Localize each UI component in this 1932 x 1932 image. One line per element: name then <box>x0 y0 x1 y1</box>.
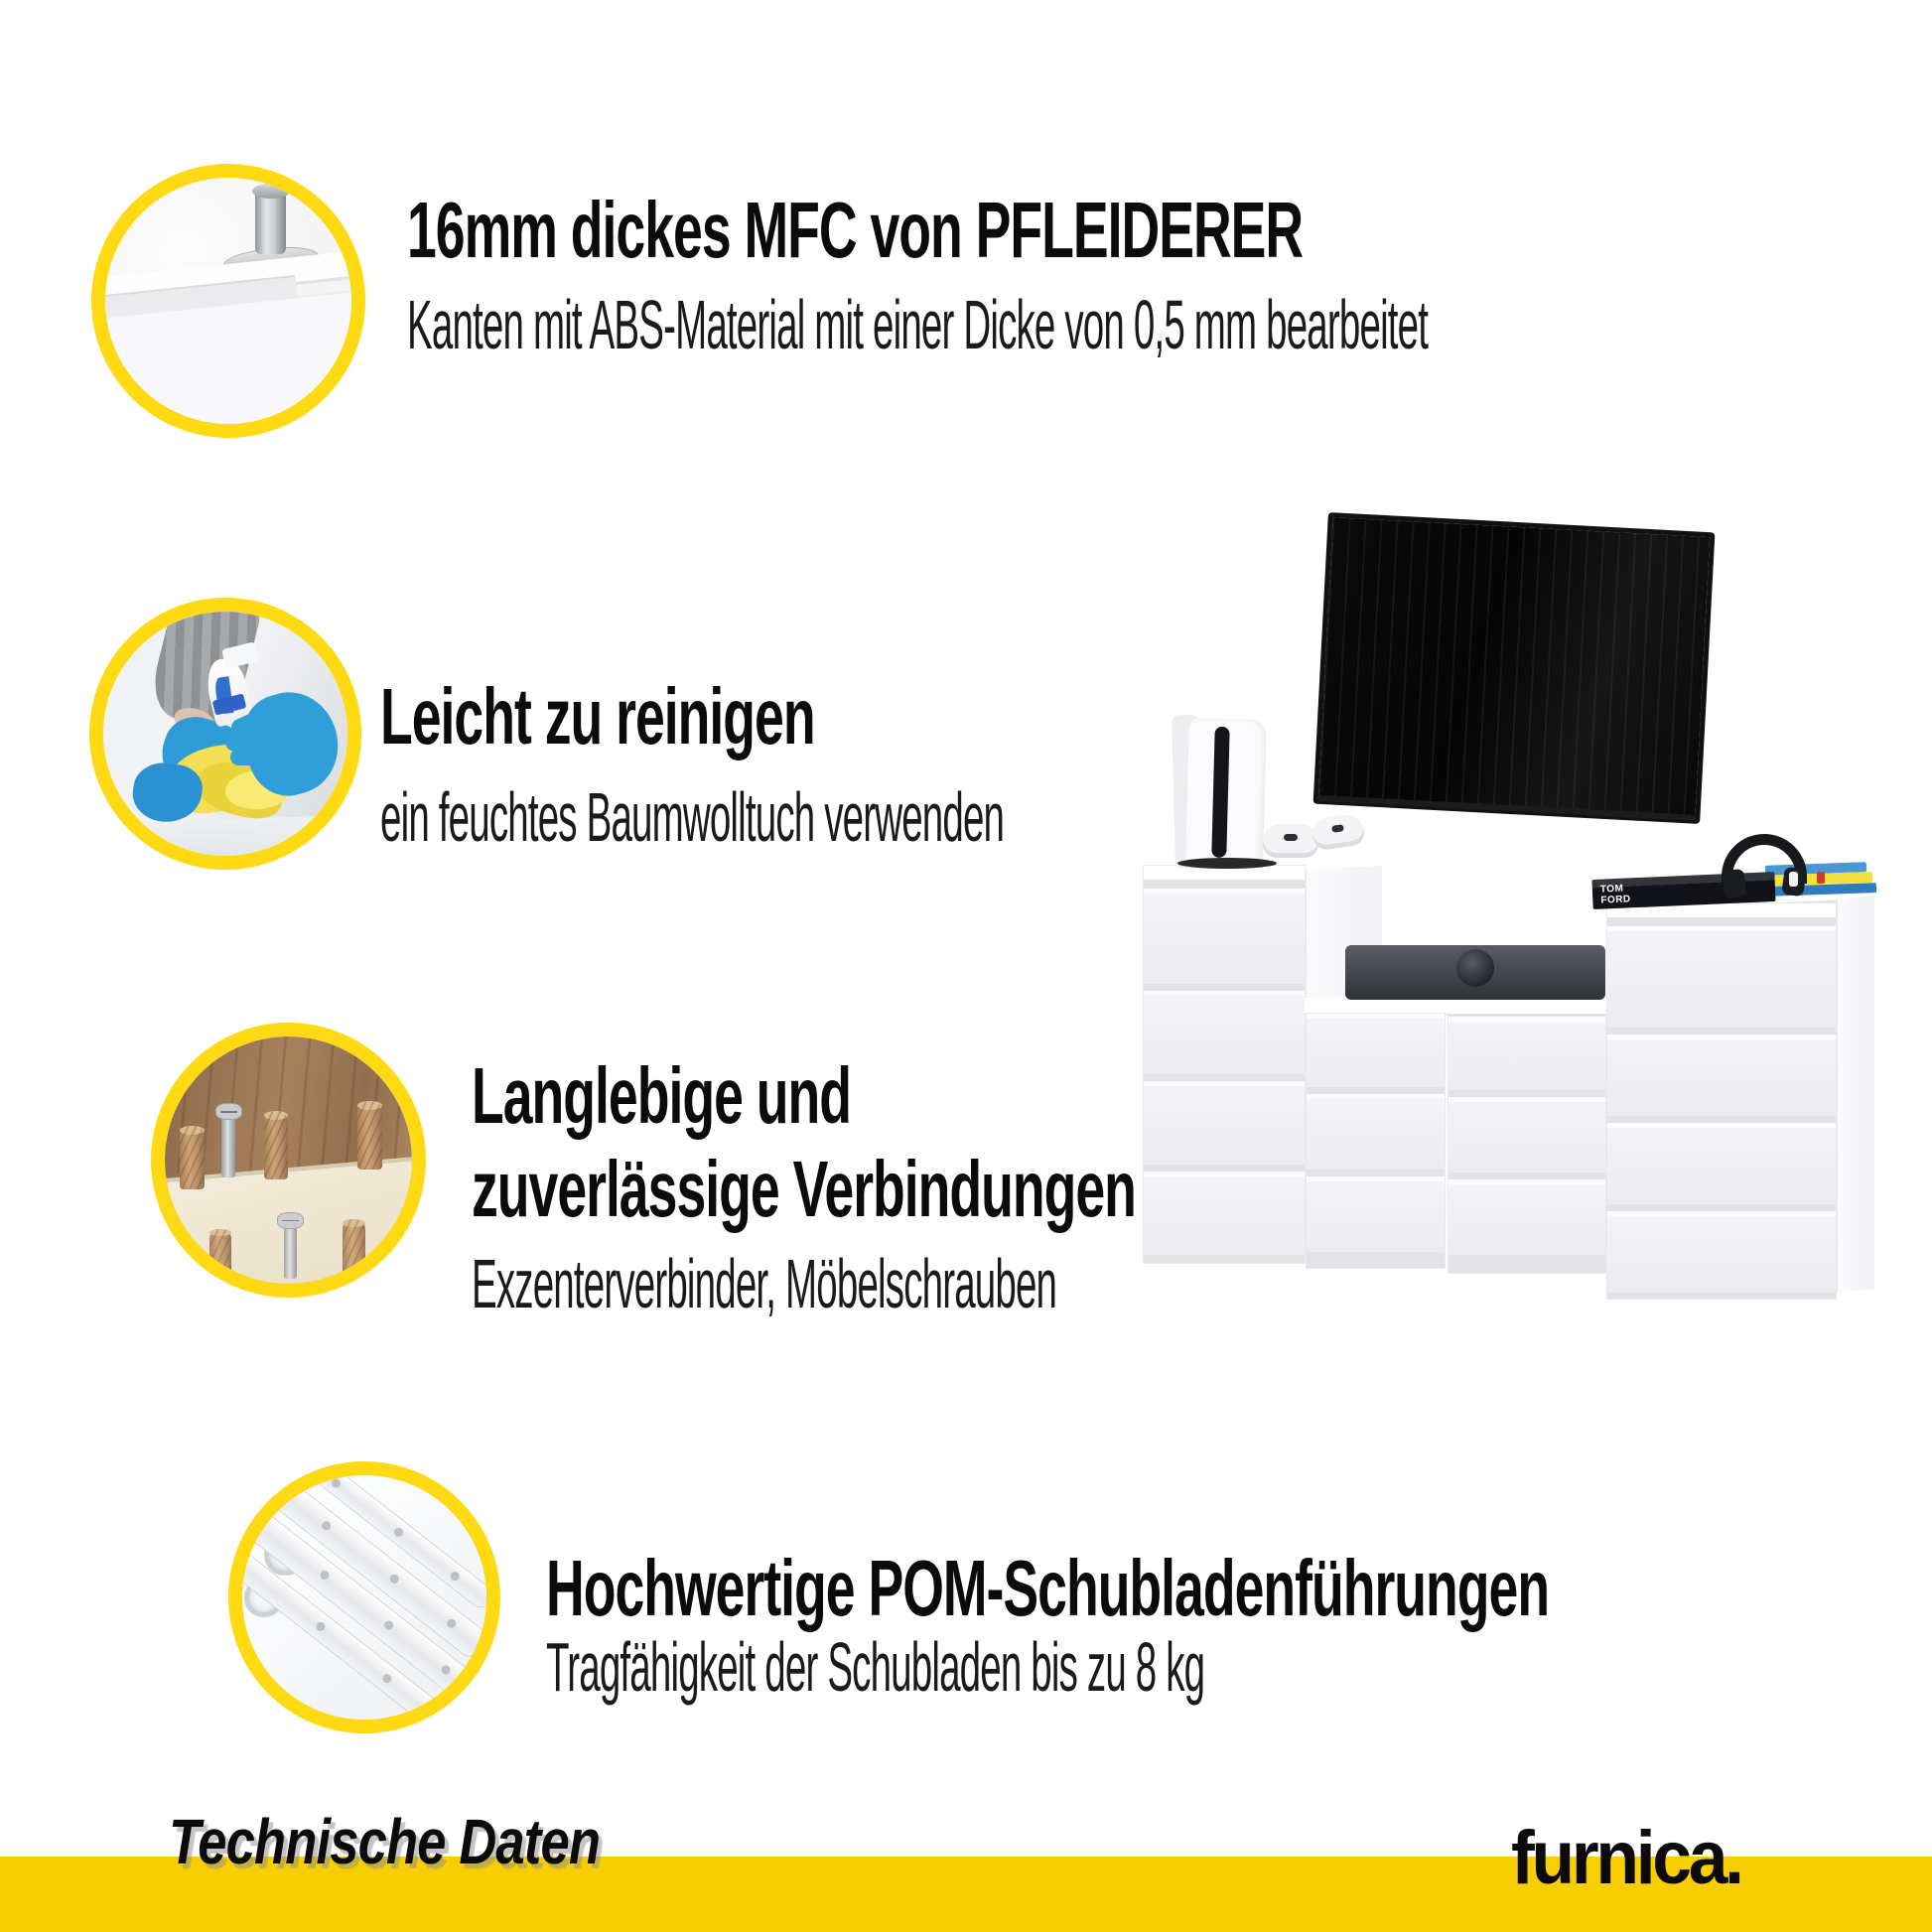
chest-middle-unit-2 <box>1449 1017 1605 1273</box>
chest-middle-unit-1 <box>1307 1014 1445 1268</box>
product-render <box>1122 496 1932 1320</box>
drawer <box>1144 889 1305 984</box>
feature-title-cleaning: Leicht zu reinigen <box>380 672 815 760</box>
drawer <box>1307 1094 1445 1170</box>
soundbar <box>1345 945 1605 1000</box>
brand-logo: furnica. <box>1511 1816 1741 1900</box>
drawer <box>1144 1172 1305 1255</box>
chest-right-side-panel <box>1836 896 1874 1292</box>
feature-image-connectors <box>151 1023 426 1298</box>
soundbar-knob <box>1456 949 1494 987</box>
drawer <box>1607 1123 1836 1204</box>
ps5-console <box>1185 718 1267 867</box>
game-controller <box>1263 824 1318 858</box>
feature-title-slides: Hochwertige POM-Schubladenführungen <box>546 1544 1550 1632</box>
wall-tv <box>1313 512 1716 824</box>
drawer <box>1607 1035 1836 1116</box>
drawer <box>1144 991 1305 1074</box>
headphones <box>1722 834 1811 899</box>
chest-left-unit <box>1144 866 1305 1263</box>
drawer <box>1449 1097 1605 1173</box>
drawer <box>1307 1014 1445 1087</box>
feature-image-slides <box>228 1461 500 1733</box>
drawer <box>1307 1176 1445 1252</box>
dowels-photo <box>165 1036 412 1284</box>
book-red-detail <box>1817 872 1825 884</box>
footer-section-label: Technische Daten <box>169 1806 601 1877</box>
feature-subtitle-mfc: Kanten mit ABS-Material mit einer Dicke von 0,5 mm bearbeitet <box>407 286 1429 363</box>
feature-title-mfc: 16mm dickes MFC von PFLEIDERER <box>407 186 1304 274</box>
feature-image-cleaning <box>89 598 361 870</box>
drawer-slides-photo <box>242 1475 486 1720</box>
ps5-stand <box>1177 858 1277 869</box>
ps5-stripe <box>1211 727 1229 858</box>
drawer <box>1449 1017 1605 1090</box>
chest-right-unit <box>1607 903 1836 1299</box>
cleaning-photo <box>103 612 347 856</box>
feature-subtitle-connectors: Exzenterverbinder, Möbelschrauben <box>472 1245 1057 1322</box>
furniture-edge-photo <box>105 178 351 424</box>
game-controller <box>1311 813 1366 852</box>
feature-subtitle-cleaning: ein feuchtes Baumwolltuch verwenden <box>380 778 1005 856</box>
book-spine-label: TOM FORD <box>1599 883 1631 906</box>
drawer <box>1607 926 1836 1028</box>
feature-title-connectors-line1: Langlebige und <box>472 1051 851 1140</box>
feature-subtitle-slides: Tragfähigkeit der Schubladen bis zu 8 kg <box>546 1628 1205 1706</box>
drawer <box>1607 1211 1836 1293</box>
drawer <box>1449 1179 1605 1255</box>
feature-image-mfc-edge <box>91 164 365 438</box>
drawer <box>1144 1081 1305 1165</box>
feature-title-connectors-line2: zuverlässige Verbindungen <box>472 1145 1136 1233</box>
